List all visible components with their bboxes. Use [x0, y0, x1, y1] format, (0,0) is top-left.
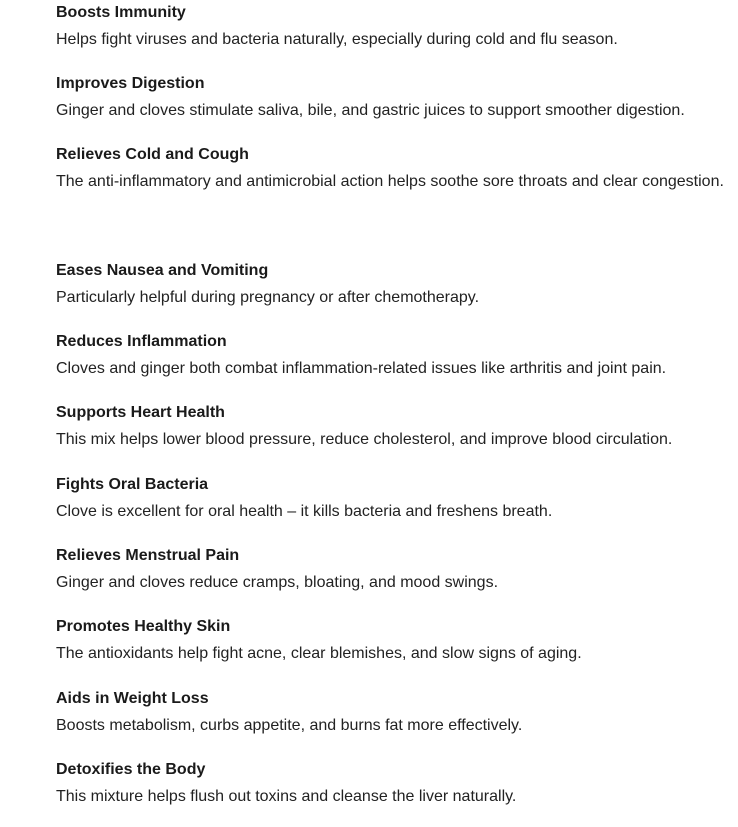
- benefit-item: [56, 0, 732, 53]
- benefit-title: Eases Nausea and Vomiting: [56, 262, 269, 279]
- benefit-item: [56, 142, 732, 195]
- benefit-description: The antioxidants help fight acne, clear blemishes, and slow signs of aging.: [56, 645, 582, 662]
- benefit-title: Relieves Menstrual Pain: [56, 547, 240, 564]
- benefit-description: Ginger and cloves stimulate saliva, bile, and gastric juices to support smoother digestion.: [56, 102, 685, 119]
- benefit-description: Particularly helpful during pregnancy or after chemotherapy.: [56, 289, 480, 306]
- benefit-title: Aids in Weight Loss: [56, 690, 209, 707]
- benefit-item: [56, 686, 732, 739]
- benefit-title: Improves Digestion: [56, 75, 205, 92]
- benefit-description: Helps fight viruses and bacteria naturally, especially during cold and flu season.: [56, 31, 618, 48]
- benefit-title: Detoxifies the Body: [56, 761, 206, 778]
- benefit-description: The anti-inflammatory and antimicrobial action helps soothe sore throats and clear congestion.: [56, 173, 724, 190]
- benefit-item: [56, 400, 732, 453]
- benefit-title: Reduces Inflammation: [56, 333, 227, 350]
- benefit-title: Promotes Healthy Skin: [56, 618, 231, 635]
- benefit-item: [56, 258, 732, 311]
- benefit-item: [56, 543, 732, 596]
- benefit-title: Fights Oral Bacteria: [56, 476, 209, 493]
- benefit-description: Boosts metabolism, curbs appetite, and burns fat more effectively.: [56, 717, 523, 734]
- benefit-description: This mix helps lower blood pressure, reduce cholesterol, and improve blood circulation.: [56, 431, 673, 448]
- benefit-description: Clove is excellent for oral health – it kills bacteria and freshens breath.: [56, 503, 553, 520]
- benefit-description: Cloves and ginger both combat inflammation-related issues like arthritis and joint pain.: [56, 360, 667, 377]
- benefit-title: Relieves Cold and Cough: [56, 146, 249, 163]
- benefit-item: [56, 472, 732, 525]
- benefit-title: Boosts Immunity: [56, 4, 186, 21]
- benefit-description: Ginger and cloves reduce cramps, bloating, and mood swings.: [56, 574, 499, 591]
- benefit-description: This mixture helps flush out toxins and cleanse the liver naturally.: [56, 788, 517, 805]
- benefit-item: [56, 329, 732, 382]
- benefit-item: [56, 757, 732, 810]
- benefit-item: [56, 614, 732, 667]
- benefit-title: Supports Heart Health: [56, 404, 225, 421]
- benefit-item: [56, 71, 732, 124]
